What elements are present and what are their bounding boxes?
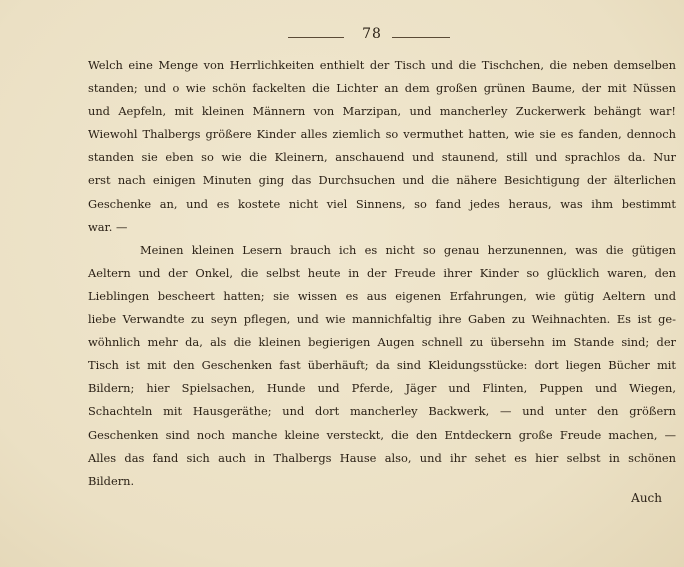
text-line: Lieblingen bescheert hatten; sie wissen es aus eigenen Erfahrungen, wie gütig Aeltern und: [88, 288, 676, 303]
catchword: Auch: [631, 491, 662, 505]
text-line: Bildern.: [88, 473, 135, 488]
text-line: Aeltern und der Onkel, die selbst heute in der Freude ihrer Kinder so glücklich waren, den: [88, 265, 676, 280]
text-line: Tisch ist mit den Geschenken fast überhäuft; da sind Kleidungsstücke: dort liegen Bücher mit: [88, 358, 676, 373]
text-line: Schachteln mit Hausgeräthe; und dort mancherley Backwerk, — und unter den größern: [88, 404, 676, 419]
page-number: 78: [362, 26, 382, 42]
paragraph-1: [88, 54, 676, 239]
text-line: Geschenke an, und es kostete nicht viel Sinnens, so fand jedes heraus, was ihm bestimmt: [88, 196, 676, 211]
header-rule-left: [288, 37, 344, 38]
text-line: erst nach einigen Minuten ging das Durchsuchen und die nähere Besichtigung der älterlichen: [88, 173, 676, 188]
text-line: Welch eine Menge von Herrlichkeiten enthielt der Tisch und die Tischchen, die neben demselben: [88, 58, 676, 72]
text-line: Wiewohl Thalbergs größere Kinder alles ziemlich so vermuthet hatten, wie sie es fanden, dennoch: [88, 127, 676, 142]
text-line: und Aepfeln, mit kleinen Männern von Marzipan, und mancherley Zuckerwerk behängt war!: [88, 104, 676, 119]
text-line: liebe Verwandte zu seyn pflegen, und wie mannichfaltig ihre Gaben zu Weihnachten. Es ist ge-: [88, 312, 676, 327]
text-line: Bildern; hier Spielsachen, Hunde und Pferde, Jäger und Flinten, Puppen und Wiegen,: [88, 381, 676, 396]
text-line: Alles das fand sich auch in Thalbergs Hause also, und ihr sehet es hier selbst in schönen: [88, 450, 676, 465]
text-line: Meinen kleinen Lesern brauch ich es nicht so genau herzunennen, was die gütigen: [140, 242, 676, 257]
text-line: war. —: [88, 219, 128, 234]
text-line: Geschenken sind noch manche kleine versteckt, die den Entdeckern große Freude machen, —: [88, 427, 676, 442]
page-header: [0, 26, 684, 46]
text-line: wöhnlich mehr da, als die kleinen begierigen Augen schnell zu übersehn im Stande sind; der: [88, 335, 676, 350]
body-text: [88, 54, 676, 493]
text-line: standen sie eben so wie die Kleinern, anschauend und staunend, still und sprachlos da. Nur: [88, 150, 676, 165]
text-line: standen; und o wie schön fackelten die Lichter an dem großen grünen Baume, der mit Nüssen: [88, 81, 676, 96]
paragraph-2: [88, 239, 676, 493]
header-rule-right: [392, 37, 450, 38]
